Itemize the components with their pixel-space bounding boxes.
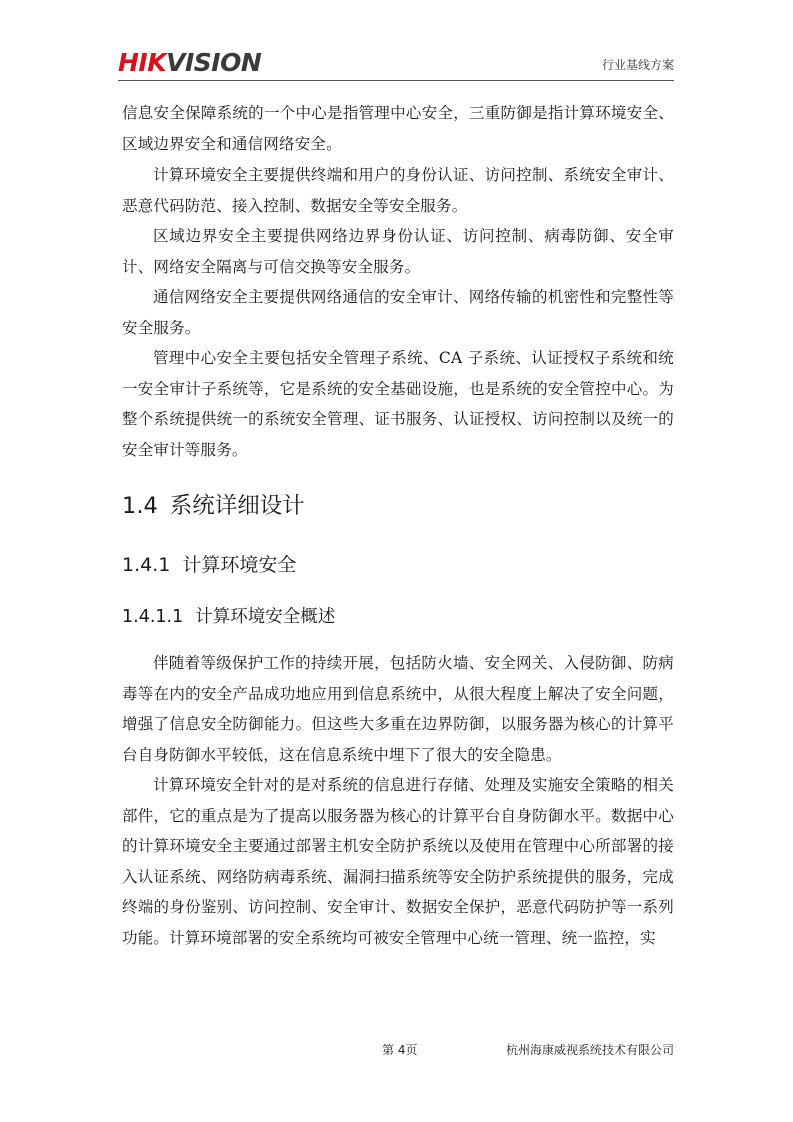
body-paragraph: 伴随着等级保护工作的持续开展，包括防火墙、安全网关、入侵防御、防病毒等在内的安全产品成功地应用到信息系统中，从很大程度上解决了安全问题，增强了信息安全防御能力。但这些大多重在边界防御，以服务器为核心的计算平台自身防御水平较低，这在信息系统中埋下了很大的安全隐患。 bbox=[122, 654, 674, 764]
section-heading-1-4 bbox=[122, 488, 674, 520]
section-number: 1.4.1.1 bbox=[122, 607, 184, 627]
section-number: 1.4 bbox=[122, 493, 158, 519]
body-paragraph: 通信网络安全主要提供网络通信的安全审计、网络传输的机密性和完整性等安全服务。 bbox=[122, 288, 674, 337]
page-number: 第 4页 bbox=[382, 1043, 418, 1057]
section-title: 系统详细设计 bbox=[169, 493, 305, 519]
header-doc-type: 行业基线方案 bbox=[601, 58, 674, 72]
section-heading-1-4-1-1 bbox=[122, 603, 674, 628]
body-paragraph: 管理中心安全主要包括安全管理子系统、CA 子系统、认证授权子系统和统一安全审计子系统等，它是系统的安全基础设施，也是系统的安全管控中心。为整个系统提供统一的系统安全管理、证书服务、认证授权、访问控制以及统一的安全审计等服务。 bbox=[122, 349, 674, 459]
footer-company: 杭州海康威视系统技术有限公司 bbox=[505, 1043, 674, 1057]
logo-red-part: HIK bbox=[118, 48, 167, 77]
section-heading-1-4-1 bbox=[122, 550, 674, 577]
document-body bbox=[122, 98, 674, 953]
body-paragraph: 区域边界安全主要提供网络边界身份认证、访问控制、病毒防御、安全审计、网络安全隔离与可信交换等安全服务。 bbox=[122, 227, 674, 276]
section-number: 1.4.1 bbox=[122, 554, 171, 576]
body-paragraph: 计算环境安全主要提供终端和用户的身份认证、访问控制、系统安全审计、恶意代码防范、接入控制、数据安全等安全服务。 bbox=[122, 166, 674, 215]
page-header bbox=[118, 46, 674, 78]
header-divider bbox=[118, 80, 674, 81]
section-title: 计算环境安全概述 bbox=[195, 607, 336, 627]
section-title: 计算环境安全 bbox=[182, 554, 297, 576]
logo-gray-part: VISION bbox=[166, 48, 262, 77]
body-paragraph: 计算环境安全针对的是对系统的信息进行存储、处理及实施安全策略的相关部件，它的重点是为了提高以服务器为核心的计算平台自身防御水平。数据中心的计算环境安全主要通过部署主机安全防护系统以及使用在管理中心所部署的接入认证系统、网络防病毒系统、漏洞扫描系统等安全防护系统提供的服务，完成终端的身份鉴别、访问控制、安全审计、数据安全保护，恶意代码防护等一系列功能。计算环境部署的安全系统均可被安全管理中心统一管理、统一监控，实 bbox=[122, 776, 674, 947]
body-paragraph: 信息安全保障系统的一个中心是指管理中心安全，三重防御是指计算环境安全、区域边界安全和通信网络安全。 bbox=[122, 104, 674, 153]
hikvision-logo bbox=[118, 48, 261, 78]
